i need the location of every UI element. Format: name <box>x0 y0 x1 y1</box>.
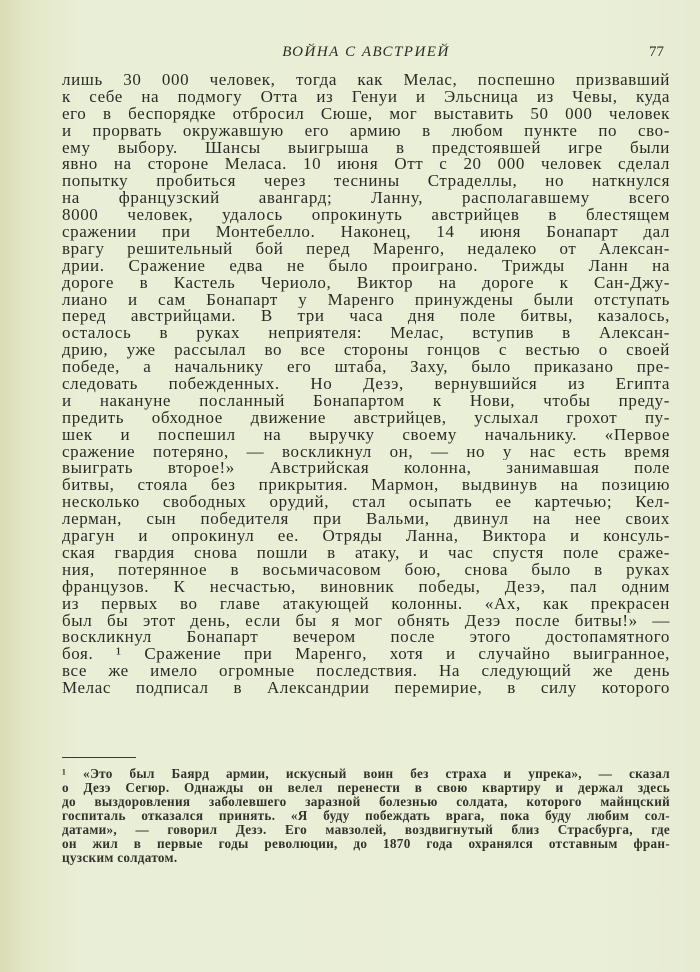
text-line: сражение потеряно, — воскликнул он, — но у нас есть время <box>62 443 670 461</box>
text-line: предить обходное движение австрийцев, услыхал грохот пу- <box>62 409 670 427</box>
text-line: лерман, сын победителя при Вальми, двинул на нее своих <box>62 511 670 529</box>
footnote-line: о Дезэ Сегюр. Однажды он велел перенести в свою квартиру и держал здесь <box>62 781 670 795</box>
running-title: ВОЙНА С АВСТРИЕЙ <box>282 44 450 60</box>
text-line: Мелас подписал в Александрии перемирие, в силу которого <box>62 680 670 697</box>
footnote-divider <box>62 757 136 758</box>
text-line: и прорвать окружавшую его армию в любом пункте по сво- <box>62 122 670 140</box>
footnote-line: он жил в первые годы революции, до 1870 года охранялся отставным фран- <box>62 837 670 851</box>
text-line: на французский авангард; Ланну, располагавшему всего <box>62 190 670 208</box>
text-line: перед австрийцами. В три часа дня поле битвы, казалось, <box>62 308 670 326</box>
text-line: лиано и сам Бонапарт у Маренго принуждены были отступать <box>62 291 670 309</box>
text-line: несколько свободных орудий, стал осыпать ее картечью; Кел- <box>62 494 670 512</box>
footnote-line: ¹ «Это был Баярд армии, искусный воин без страха и упрека», — сказал <box>62 767 670 781</box>
text-line: лишь 30 000 человек, тогда как Мелас, поспешно призвавший <box>62 72 670 89</box>
text-line: дрию, уже рассылал во все стороны гонцов с вестью о своей <box>62 342 670 360</box>
text-line: французов. К несчастью, виновник победы, Дезэ, пал одним <box>62 578 670 596</box>
text-line: сражении при Монтебелло. Наконец, 14 июня Бонапарт дал <box>62 224 670 241</box>
text-line: все же имело огромные последствия. На следующий же день <box>62 663 670 681</box>
text-line: боя. ¹ Сражение при Маренго, хотя и случайно выигранное, <box>62 646 670 664</box>
text-line: победе, а начальнику его штаба, Заху, было приказано пре- <box>62 359 670 377</box>
text-line: врагу решительный бой перед Маренго, недалеко от Алексан- <box>62 240 670 258</box>
text-line: ния, потерянное в восьмичасовом бою, снова было в руках <box>62 561 670 579</box>
text-line: дрии. Сражение едва не было проиграно. Трижды Ланн на <box>62 257 670 275</box>
text-line: был бы этот день, если бы я мог обнять Дезэ после битвы!» — <box>62 612 670 630</box>
text-line: 8000 человек, удалось опрокинуть австрийцев в блестящем <box>62 207 670 225</box>
text-line: явно на стороне Меласа. 10 июня Отт с 20 000 человек сделал <box>62 156 670 174</box>
main-text <box>62 72 670 697</box>
footnote-line: до выздоровления заболевшего заразной болезнью солдата, которого майнцский <box>62 795 670 809</box>
text-line: битвы, стояла без прикрытия. Мармон, выдвинув на позицию <box>62 477 670 495</box>
text-line: следовать побежденных. Но Дезэ, вернувшийся из Египта <box>62 376 670 393</box>
text-line: ему выбору. Шансы выигрыша в предстоявшей игре были <box>62 139 670 157</box>
footnote <box>62 767 670 865</box>
text-line: драгун и опрокинул ее. Отряды Ланна, Виктора и консуль- <box>62 528 670 545</box>
page-number: 77 <box>649 44 664 60</box>
text-line: и накануне посланный Бонапартом к Нови, чтобы преду- <box>62 392 670 410</box>
text-line: шек и поспешил на выручку своему начальнику. «Первое <box>62 426 670 444</box>
text-line: ская гвардия снова пошли в атаку, и час спустя поле сраже- <box>62 544 670 562</box>
footnote-line: цузским солдатом. <box>62 851 178 865</box>
text-line: к себе на подмогу Отта из Генуи и Эльсница из Чевы, куда <box>62 88 670 106</box>
footnote-line: госпиталь отказался принять. «Я буду побеждать врага, пока буду любим сол- <box>62 809 670 823</box>
text-line: из первых во главе атакующей колонны. «Ах, как прекрасен <box>62 595 670 613</box>
text-line: выиграть второе!» Австрийская колонна, занимавшая поле <box>62 460 670 478</box>
text-line: воскликнул Бонапарт вечером после этого достопамятного <box>62 629 670 647</box>
text-line: осталось в руках неприятеля: Мелас, вступив в Алексан- <box>62 325 670 343</box>
footnote-line: датами», — говорил Дезэ. Его мавзолей, воздвигнутый близ Страсбурга, где <box>62 823 670 837</box>
text-line: попытку пробиться через теснины Страделлы, но наткнулся <box>62 173 670 191</box>
page-header <box>62 44 670 66</box>
text-line: дороге в Кастель Чериоло, Виктор на дороге к Сан-Джу- <box>62 274 670 292</box>
text-line: его в беспорядке отбросил Сюше, мог выставить 50 000 человек <box>62 105 670 123</box>
